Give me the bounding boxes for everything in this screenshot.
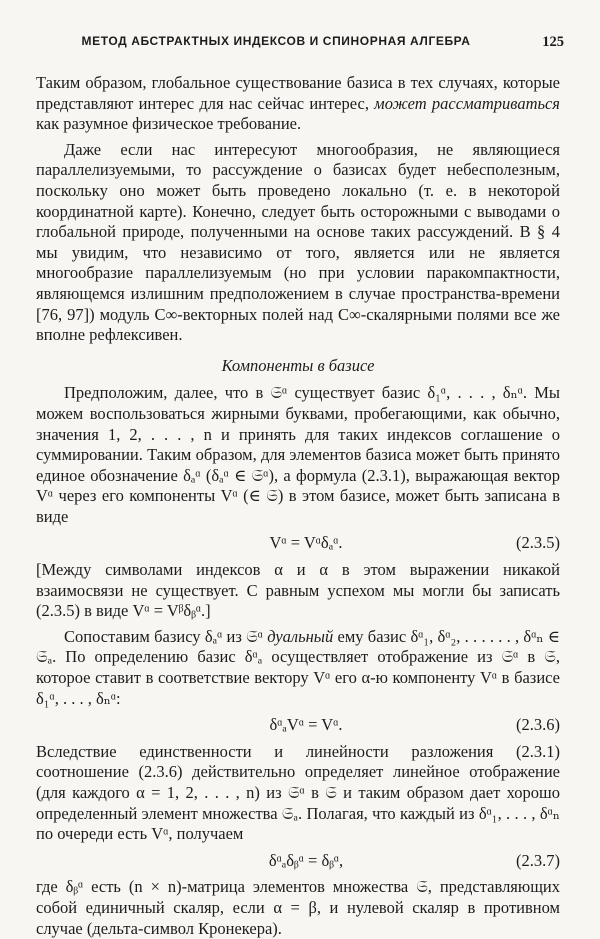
equation-formula: δᵅₐVᵅ = Vᵅ. [269,715,343,735]
paragraph-5: Сопоставим базису δₐᵅ из 𝔖ᵅ дуальный ему базис δᵅ₁, δᵅ₂, . . . . . . , δᵅₙ ∈ 𝔖ₐ. По определению базис δᵅₐ осуществляет отображение из 𝔖ᵅ в 𝔖, которое ставит в соответствие вектору Vᵅ его α-ю компоненту Vᵅ в базисе δ₁ᵅ, . . . , δₙᵅ: [36,626,560,708]
emphasis: может рассматриваться [374,93,560,113]
equation-number: (2.3.6) [516,715,560,735]
emphasis: дуальный [267,626,334,646]
paragraph-2: Даже если нас интересуют многообразия, не являющиеся параллелизуемыми, то рассуждение о базисах будет небесполезным, поскольку оно может быть проведено локально (т. е. в некоторой координатной карте). Конечно, следует быть осторожными с выводами о глобальной природе, полученными на основе таких рассуждений. В § 4 мы увидим, что независимо от того, является или не является многообразие параллелизуемым (но при условии паракомпактности, являющемся излишним предположением в случае пространства-времени [76, 97]) модуль C∞-векторных полей над C∞-скалярными полями все же вполне рефлексивен. [36,139,560,345]
paragraph-1: Таким образом, глобальное существование базиса в тех случаях, которые представляют интерес для нас сейчас интерес, может рассматриваться как разумное физическое требование. [36,73,560,134]
page-header [38,34,564,54]
section-heading: Компоненты в базисе [221,355,375,375]
equation-formula: δᵅₐδᵦᵅ = δᵦᵅ, [268,850,344,870]
paragraph-3: Предположим, далее, что в 𝔖ᵅ существует базис δ₁ᵅ, . . . , δₙᵅ. Мы можем воспользоваться жирными буквами, пробегающими, как обычно, значения 1, 2, . . . , n и принять для таких индексов соглашение о суммировании. Таким образом, для элементов базиса может быть принято единое обозначение δₐᵅ (δₐᵅ ∈ 𝔖ᵅ), а формула (2.3.1), выражающая вектор Vᵅ через его компоненты Vᵅ (∈ 𝔖) в этом базисе, может быть записана в виде [36,383,560,526]
paragraph-4: [Между символами индексов α и α в этом выражении никакой взаимосвязи не существует. С равным успехом мы могли бы записать (2.3.5) в виде Vᵅ = Vᵝδᵦᵅ.] [36,560,560,621]
running-title: МЕТОД АБСТРАКТНЫХ ИНДЕКСОВ И СПИНОРНАЯ АЛГЕБРА [81,34,471,48]
paragraph-7: где δᵦᵅ есть (n × n)-матрица элементов множества 𝔖, представляющих собой единичный скаляр, если α = β, и нулевой скаляр в противном случае (дельта-символ Кронекера). [36,877,560,938]
equation-2-3-5 [36,533,560,554]
body-text [36,73,560,939]
page-number: 125 [542,34,564,50]
paragraph-6: Вследствие единственности и линейности разложения (2.3.1) соотношение (2.3.6) действительно определяет линейное отображение (для каждого α = 1, 2, . . . , n) из 𝔖ᵅ в 𝔖 и таким образом дает хорошо определенный элемент множества 𝔖ₐ. Полагая, что каждый из δᵅ₁, . . . , δᵅₙ по очереди есть Vᵅ, получаем [36,741,560,844]
equation-2-3-7 [36,851,560,872]
equation-number: (2.3.7) [516,850,560,870]
equation-number: (2.3.5) [516,533,560,553]
equation-2-3-6 [36,715,560,736]
equation-formula: Vᵅ = Vᵅδₐᵅ. [269,533,343,553]
